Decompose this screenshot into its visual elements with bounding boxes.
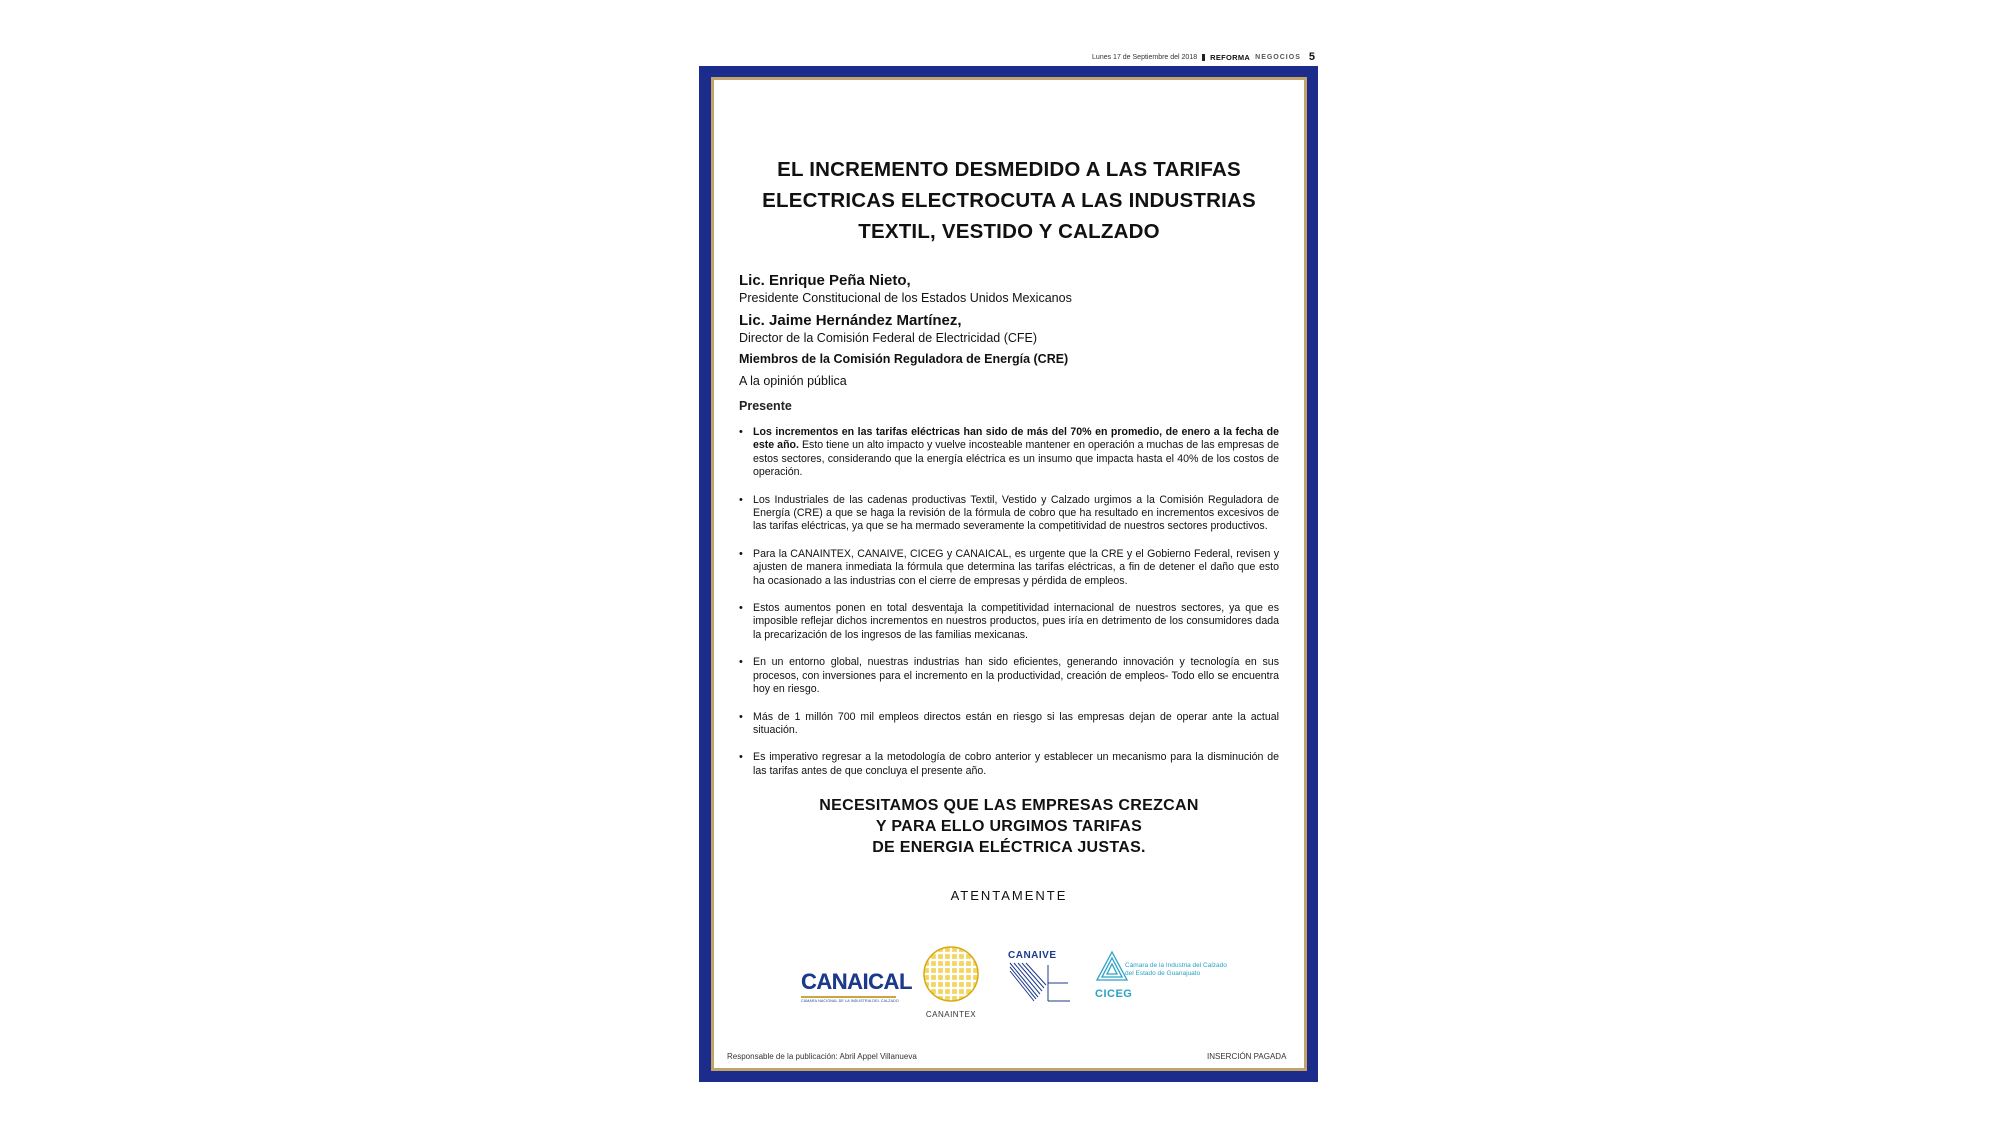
closing-line: Y PARA ELLO URGIMOS TARIFAS [875,818,1143,836]
bullet-text: Para la CANAINTEX, CANAIVE, CICEG y CANAICAL, es urgente que la CRE y el Gobierno Federal, revisen y ajusten de manera inmediata la fórmula que determina las tarifas eléctricas, a fin de detener el daño que esto ha ocasionado a las industrias con el cierre de empresas y pérdida de empleos. [753,547,1279,587]
header-paper-name: REFORMA [1210,52,1251,62]
footer-paid-insertion: INSERCIÓN PAGADA [1207,1052,1287,1061]
canaintex-globe-icon [921,945,981,1003]
ciceg-emblem-icon [1095,950,1129,984]
bullet-item [739,426,1279,480]
addressee-public: A la opinión pública [739,374,847,388]
ciceg-description: Cámara de la Industria del Calzado del Estado de Guanajuato [1125,962,1227,977]
ciceg-wordmark: CICEG [1095,988,1133,1000]
atentamente: ATENTAMENTE [950,888,1068,904]
header-page-number: 5 [1308,51,1315,63]
bullet-text: En un entorno global, nuestras industrias han sido eficientes, generando innovación y tecnología en sus procesos, con inversiones para el incremento en la productividad, creación de empleos- Todo ello se encuentra hoy en riesgo. [753,656,1279,696]
closing-statement [739,795,1279,858]
bullet-item [739,656,1279,696]
bullet-item [739,751,1279,778]
addressees [739,271,1279,414]
bullet-item [739,494,1279,534]
bullet-item [739,711,1279,738]
addressee-present: Presente [739,399,792,413]
footer-responsible: Responsable de la publicación: Abril Appel Villanueva [727,1052,917,1061]
canaive-wordmark: CANAIVE [1008,950,1057,961]
canaical-subtitle: CÁMARA NACIONAL DE LA INDUSTRIA DEL CALZADO [801,999,899,1003]
ad-title-line: EL INCREMENTO DESMEDIDO A LAS TARIFAS [777,158,1241,181]
logos-row [790,945,1230,1025]
ad-content [739,90,1279,903]
bullet-text: Estos aumentos ponen en total desventaja la competitividad internacional de nuestros sectores, ya que es imposible reflejar dichos incrementos en nuestros productos, pues iría en detrimento de los consumidores dada la precarización de los ingresos de las familias mexicanas. [753,602,1279,641]
header-date: Lunes 17 de Septiembre del 2018 [1092,53,1198,61]
addressee-cre: Miembros de la Comisión Reguladora de Energía (CRE) [739,352,1069,366]
bullet-text: Esto tiene un alto impacto y vuelve incosteable mantener en operación a muchas de las empresas de estos sectores, considerando que la energía eléctrica es un insumo que impacta hasta el 40% de los costos de operación. [753,439,1279,479]
canaical-wordmark: CANAICAL [801,969,912,994]
header-section: NEGOCIOS [1255,53,1301,61]
bullet-text: Los Industriales de las cadenas productivas Textil, Vestido y Calzado urgimos a la Comisión Reguladora de Energía (CRE) a que se haga la revisión de la fórmula de cobro que ha resultado en incrementos excesivos de las tarifas eléctricas, ya que se ha mermado severamente la competitividad de nuestros sectores productivos. [753,493,1279,533]
canaical-logo [801,969,912,1003]
bullet-text: Más de 1 millón 700 mil empleos directos están en riesgo si las empresas dejan de operar ante la actual situación. [753,710,1279,736]
bullet-bold: Los incrementos en las tarifas eléctricas han sido de más del 70% en promedio, de enero a la fecha de este año. [753,426,1279,452]
closing-line: NECESITAMOS QUE LAS EMPRESAS CREZCAN [819,797,1199,815]
closing-line: DE ENERGIA ELÉCTRICA JUSTAS. [872,839,1146,857]
canaive-logo [1008,950,1078,1008]
addressee-name: Lic. Jaime Hernández Martínez, [739,312,962,329]
addressee-role: Presidente Constitucional de los Estados Unidos Mexicanos [739,291,1072,305]
ad-title-line: TEXTIL, VESTIDO Y CALZADO [858,220,1160,243]
canaical-underline [801,996,896,998]
header-separator [1202,54,1205,61]
newspaper-header [1050,50,1315,64]
ad-title [739,154,1279,247]
canaintex-logo [918,945,984,1019]
canaintex-wordmark: CANAINTEX [925,1010,977,1019]
canaive-emblem-icon [1008,961,1072,1003]
ad-title-line: ELECTRICAS ELECTROCUTA A LAS INDUSTRIAS [762,189,1256,212]
addressee-role: Director de la Comisión Federal de Electricidad (CFE) [739,331,1038,345]
bullet-text: Es imperativo regresar a la metodología de cobro anterior y establecer un mecanismo para la disminución de las tarifas antes de que concluya el presente año. [753,751,1279,777]
addressee-name: Lic. Enrique Peña Nieto, [739,272,911,289]
bullet-item [739,602,1279,642]
bullet-list [739,426,1279,778]
bullet-item [739,548,1279,588]
